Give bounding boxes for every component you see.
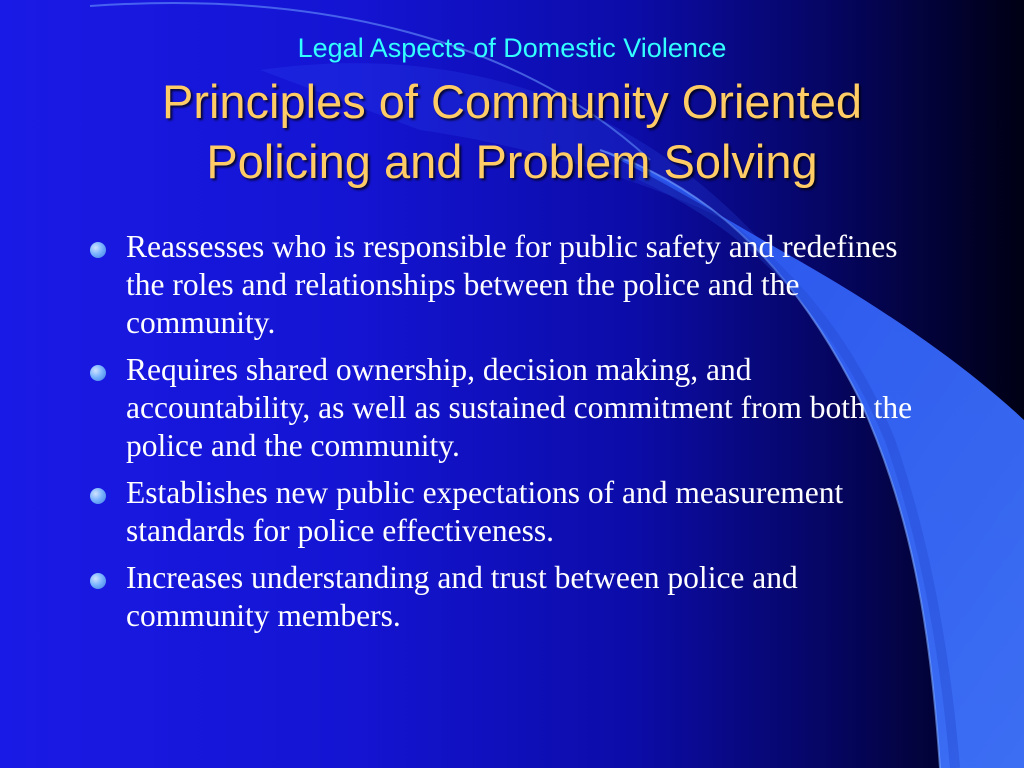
title-line-2: Policing and Problem Solving <box>206 135 818 188</box>
bullet-text: Reassesses who is responsible for public safety and redefines the roles and relationships between the police and the community. <box>126 229 898 340</box>
bullet-text: Establishes new public expectations of and measurement standards for police effectiveness. <box>126 475 844 548</box>
bullet-item <box>88 351 938 465</box>
bullet-item <box>88 474 938 550</box>
bullet-text: Increases understanding and trust between police and community members. <box>126 560 798 633</box>
bullet-dot-icon <box>90 488 106 504</box>
bullet-text: Requires shared ownership, decision making, and accountability, as well as sustained commitment from both the police and the community. <box>126 352 913 463</box>
bullet-dot-icon <box>90 573 106 589</box>
slide-header: Legal Aspects of Domestic Violence <box>297 33 727 63</box>
bullet-list <box>88 228 938 644</box>
bullet-dot-icon <box>90 242 106 258</box>
bullet-dot-icon <box>90 365 106 381</box>
slide-title <box>40 72 984 192</box>
title-line-1: Principles of Community Oriented <box>161 75 863 128</box>
bullet-item <box>88 559 938 635</box>
bullet-item <box>88 228 938 342</box>
